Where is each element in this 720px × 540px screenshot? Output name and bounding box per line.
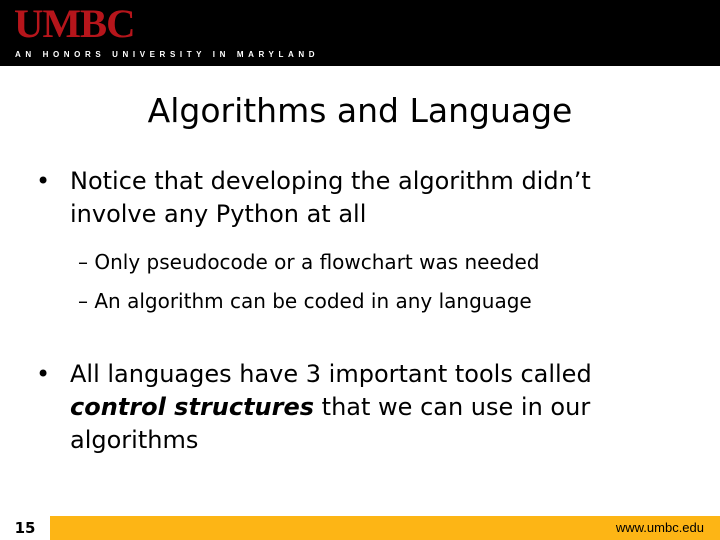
footer-bar: [0, 516, 720, 540]
bullet-item: [36, 165, 630, 231]
header-bar: [0, 0, 720, 66]
website-url: www.umbc.edu: [615, 520, 704, 535]
bullet-text-end: that we can use in our algorithms: [70, 393, 591, 454]
slide-title: Algorithms and Language: [147, 91, 573, 130]
bullet-text-start: All languages have 3 important tools called: [70, 360, 592, 388]
bullet-icon: •: [36, 167, 51, 195]
sub-bullet-item: – An algorithm can be coded in any language: [78, 289, 532, 313]
bullet-item: [36, 358, 660, 457]
page-number: 15: [14, 519, 36, 537]
bullet-text: Notice that developing the algorithm didn’t involve any Python at all: [70, 167, 591, 228]
bullet-icon: •: [36, 360, 51, 388]
sub-bullet-item: – Only pseudocode or a flowchart was needed: [78, 250, 540, 274]
header-tagline: AN HONORS UNIVERSITY IN MARYLAND: [15, 50, 320, 59]
umbc-logo: UMBC: [14, 1, 135, 46]
emphasized-term: control structures: [70, 393, 315, 421]
